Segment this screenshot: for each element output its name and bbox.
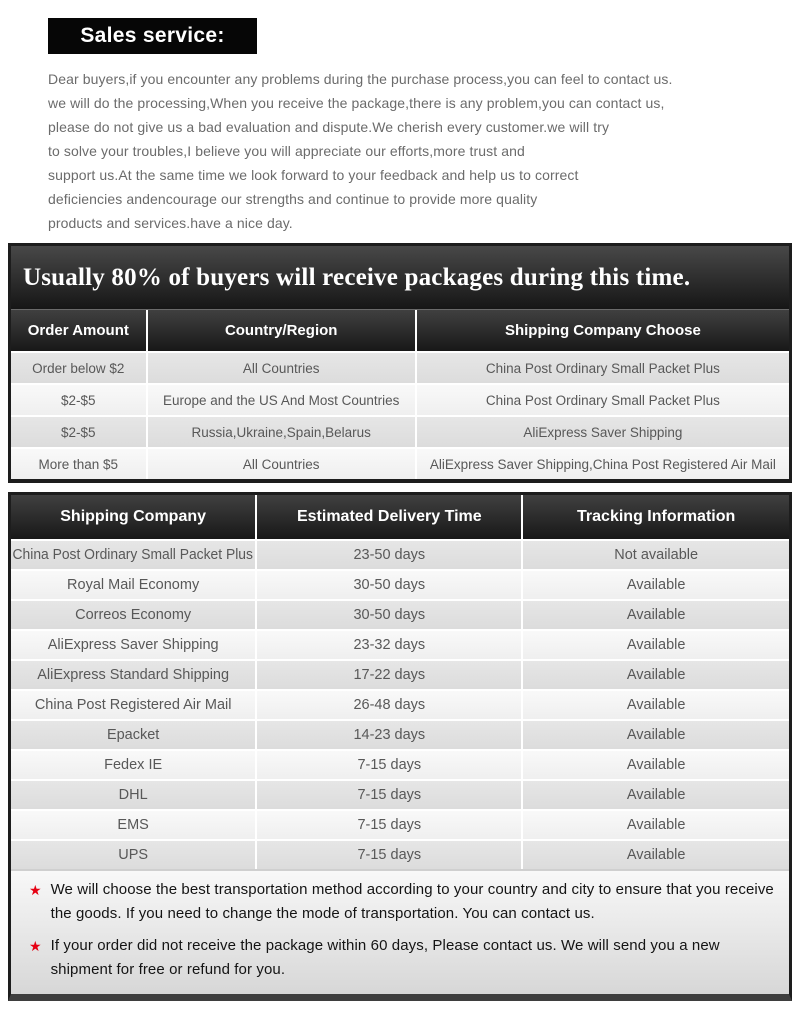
table-cell-text: AliExpress Saver Shipping xyxy=(523,424,683,440)
column-header-label: Tracking Information xyxy=(577,508,736,525)
table-cell-text: 30-50 days xyxy=(353,607,426,623)
table-cell-text: 7-15 days xyxy=(357,757,422,773)
table-cell xyxy=(521,781,789,809)
table-cell xyxy=(255,751,521,779)
table-cell-text: 30-50 days xyxy=(353,577,426,593)
column-header-label: Shipping Company xyxy=(60,508,207,525)
table-cell-text: Available xyxy=(626,817,686,833)
table-cell-text: Available xyxy=(626,757,686,773)
table-row xyxy=(11,719,789,749)
table-cell-text: China Post Registered Air Mail xyxy=(34,697,232,713)
table-cell xyxy=(255,841,521,869)
table-row xyxy=(11,599,789,629)
table-cell-text: China Post Ordinary Small Packet Plus xyxy=(12,547,254,563)
table-cell-text: Available xyxy=(626,787,686,803)
table-cell-text: Fedex IE xyxy=(104,757,163,773)
table-cell xyxy=(11,781,255,809)
table-cell xyxy=(11,541,255,569)
delivery-time-table xyxy=(8,492,792,1001)
text-line: Dear buyers,if you encounter any problems during the purchase process,you can feel to contact us. xyxy=(48,71,673,87)
table-cell-text: AliExpress Saver Shipping,China Post Registered Air Mail xyxy=(429,456,776,472)
table-cell-text: EMS xyxy=(117,817,149,833)
column-header-order-amount xyxy=(11,310,146,351)
choice-table-header-row xyxy=(11,309,789,351)
table-cell-text: Order below $2 xyxy=(32,360,125,376)
table-cell xyxy=(11,721,255,749)
table-cell xyxy=(11,571,255,599)
column-header-label: Estimated Delivery Time xyxy=(296,508,482,525)
note-text: If your order did not receive the package within 60 days, Please contact us. We will send you a new shipment for free or refund for you. xyxy=(50,937,720,978)
table-cell-text: Available xyxy=(626,727,686,743)
note-text: We will choose the best transportation method according to your country and city to ensure that you receive the goods. If you need to change the mode of transportation. You can contact us. xyxy=(50,881,774,922)
table-cell xyxy=(521,601,789,629)
choice-table-body xyxy=(11,351,789,479)
shipping-choice-table xyxy=(8,243,792,483)
table-cell-text: $2-$5 xyxy=(61,424,96,440)
table-row xyxy=(11,839,789,869)
table-cell xyxy=(11,811,255,839)
table-cell-text: 23-50 days xyxy=(353,547,426,563)
table-cell-text: AliExpress Standard Shipping xyxy=(37,667,230,683)
table-row xyxy=(11,659,789,689)
star-icon: ★ xyxy=(29,882,42,898)
table-cell xyxy=(521,721,789,749)
table-cell xyxy=(11,661,255,689)
table-cell xyxy=(146,385,415,415)
table-cell xyxy=(146,417,415,447)
table-cell xyxy=(521,631,789,659)
table-cell xyxy=(255,571,521,599)
table-cell-text: Royal Mail Economy xyxy=(67,577,200,593)
table-cell-text: Available xyxy=(626,577,686,593)
table-cell xyxy=(415,449,789,479)
table-cell-text: AliExpress Saver Shipping xyxy=(47,637,219,653)
table-cell-text: More than $5 xyxy=(38,456,119,472)
table-cell-text: Available xyxy=(626,697,686,713)
table-cell-text: 23-32 days xyxy=(353,637,426,653)
table-row xyxy=(11,415,789,447)
table-cell-text: Available xyxy=(626,667,686,683)
table-row xyxy=(11,689,789,719)
column-header-tracking-information xyxy=(521,495,789,539)
table-cell xyxy=(415,417,789,447)
table-cell xyxy=(146,449,415,479)
table-row xyxy=(11,351,789,383)
column-header-shipping-company xyxy=(11,495,255,539)
banner-title: Usually 80% of buyers will receive packages during this time. xyxy=(11,246,789,309)
table-cell-text: 17-22 days xyxy=(353,667,426,683)
table-cell xyxy=(11,841,255,869)
table-row xyxy=(11,809,789,839)
column-header-label: Shipping Company Choose xyxy=(504,322,701,339)
table-cell xyxy=(521,541,789,569)
table-row xyxy=(11,447,789,479)
table-cell-text: 7-15 days xyxy=(357,817,422,833)
table-cell-text: China Post Ordinary Small Packet Plus xyxy=(485,392,720,408)
text-line: we will do the processing,When you receive the package,there is any problem,you can contact us, xyxy=(48,95,665,111)
intro-paragraph xyxy=(48,67,772,235)
table-cell xyxy=(255,721,521,749)
delivery-table-body xyxy=(11,539,789,869)
table-cell xyxy=(11,385,146,415)
table-cell xyxy=(521,841,789,869)
table-cell-text: 26-48 days xyxy=(353,697,426,713)
table-cell-text: 7-15 days xyxy=(357,787,422,803)
table-cell xyxy=(146,353,415,383)
notes-section xyxy=(11,869,789,994)
table-row xyxy=(11,569,789,599)
table-cell-text: All Countries xyxy=(242,456,320,472)
table-cell xyxy=(11,449,146,479)
delivery-table-header-row xyxy=(11,495,789,539)
table-cell xyxy=(255,691,521,719)
table-cell xyxy=(415,353,789,383)
table-cell-text: All Countries xyxy=(242,360,320,376)
table-cell xyxy=(255,811,521,839)
table-cell xyxy=(521,691,789,719)
table-cell xyxy=(11,601,255,629)
table-cell xyxy=(11,751,255,779)
table-cell xyxy=(255,661,521,689)
table-cell xyxy=(11,353,146,383)
table-row xyxy=(11,629,789,659)
table-cell-text: 14-23 days xyxy=(353,727,426,743)
note-item xyxy=(29,934,775,982)
table-cell xyxy=(521,661,789,689)
table-row xyxy=(11,779,789,809)
column-header-estimated-delivery-time xyxy=(255,495,521,539)
table-cell xyxy=(521,751,789,779)
table-cell-text: Available xyxy=(626,847,686,863)
table-row xyxy=(11,539,789,569)
table-cell-text: DHL xyxy=(118,787,148,803)
page xyxy=(0,18,800,1001)
text-line: support us.At the same time we look forward to your feedback and help us to correct xyxy=(48,167,579,183)
table-cell-text: Available xyxy=(626,607,686,623)
text-line: deficiencies andencourage our strengths and continue to provide more quality xyxy=(48,191,538,207)
table-cell-text: Russia,Ukraine,Spain,Belarus xyxy=(191,424,371,440)
table-cell xyxy=(11,631,255,659)
star-icon: ★ xyxy=(29,938,42,954)
table-cell-text: Not available xyxy=(614,547,699,563)
table-cell xyxy=(255,631,521,659)
table-cell-text: Europe and the US And Most Countries xyxy=(162,392,400,408)
table-cell xyxy=(255,781,521,809)
column-header-label: Country/Region xyxy=(224,322,338,339)
table-cell xyxy=(415,385,789,415)
column-header-country-region xyxy=(146,310,415,351)
table-cell-text: Available xyxy=(626,637,686,653)
table-cell xyxy=(255,601,521,629)
table-cell xyxy=(255,541,521,569)
table-cell-text: China Post Ordinary Small Packet Plus xyxy=(485,360,720,376)
table-row xyxy=(11,383,789,415)
table-row xyxy=(11,749,789,779)
note-item xyxy=(29,878,775,926)
column-header-label: Order Amount xyxy=(27,322,129,339)
table-cell-text: UPS xyxy=(118,847,149,863)
text-line: products and services.have a nice day. xyxy=(48,215,293,231)
text-line: please do not give us a bad evaluation and dispute.We cherish every customer.we will try xyxy=(48,119,610,135)
table-cell-text: Epacket xyxy=(106,727,160,743)
table-cell xyxy=(521,811,789,839)
table-cell-text: Correos Economy xyxy=(75,607,192,623)
table-cell xyxy=(11,691,255,719)
table-cell xyxy=(11,417,146,447)
table-cell xyxy=(521,571,789,599)
table-cell-text: $2-$5 xyxy=(61,392,96,408)
text-line: to solve your troubles,I believe you will appreciate our efforts,more trust and xyxy=(48,143,525,159)
sales-service-badge: Sales service: xyxy=(48,18,257,54)
column-header-shipping-company-choose xyxy=(415,310,789,351)
table-cell-text: 7-15 days xyxy=(357,847,422,863)
